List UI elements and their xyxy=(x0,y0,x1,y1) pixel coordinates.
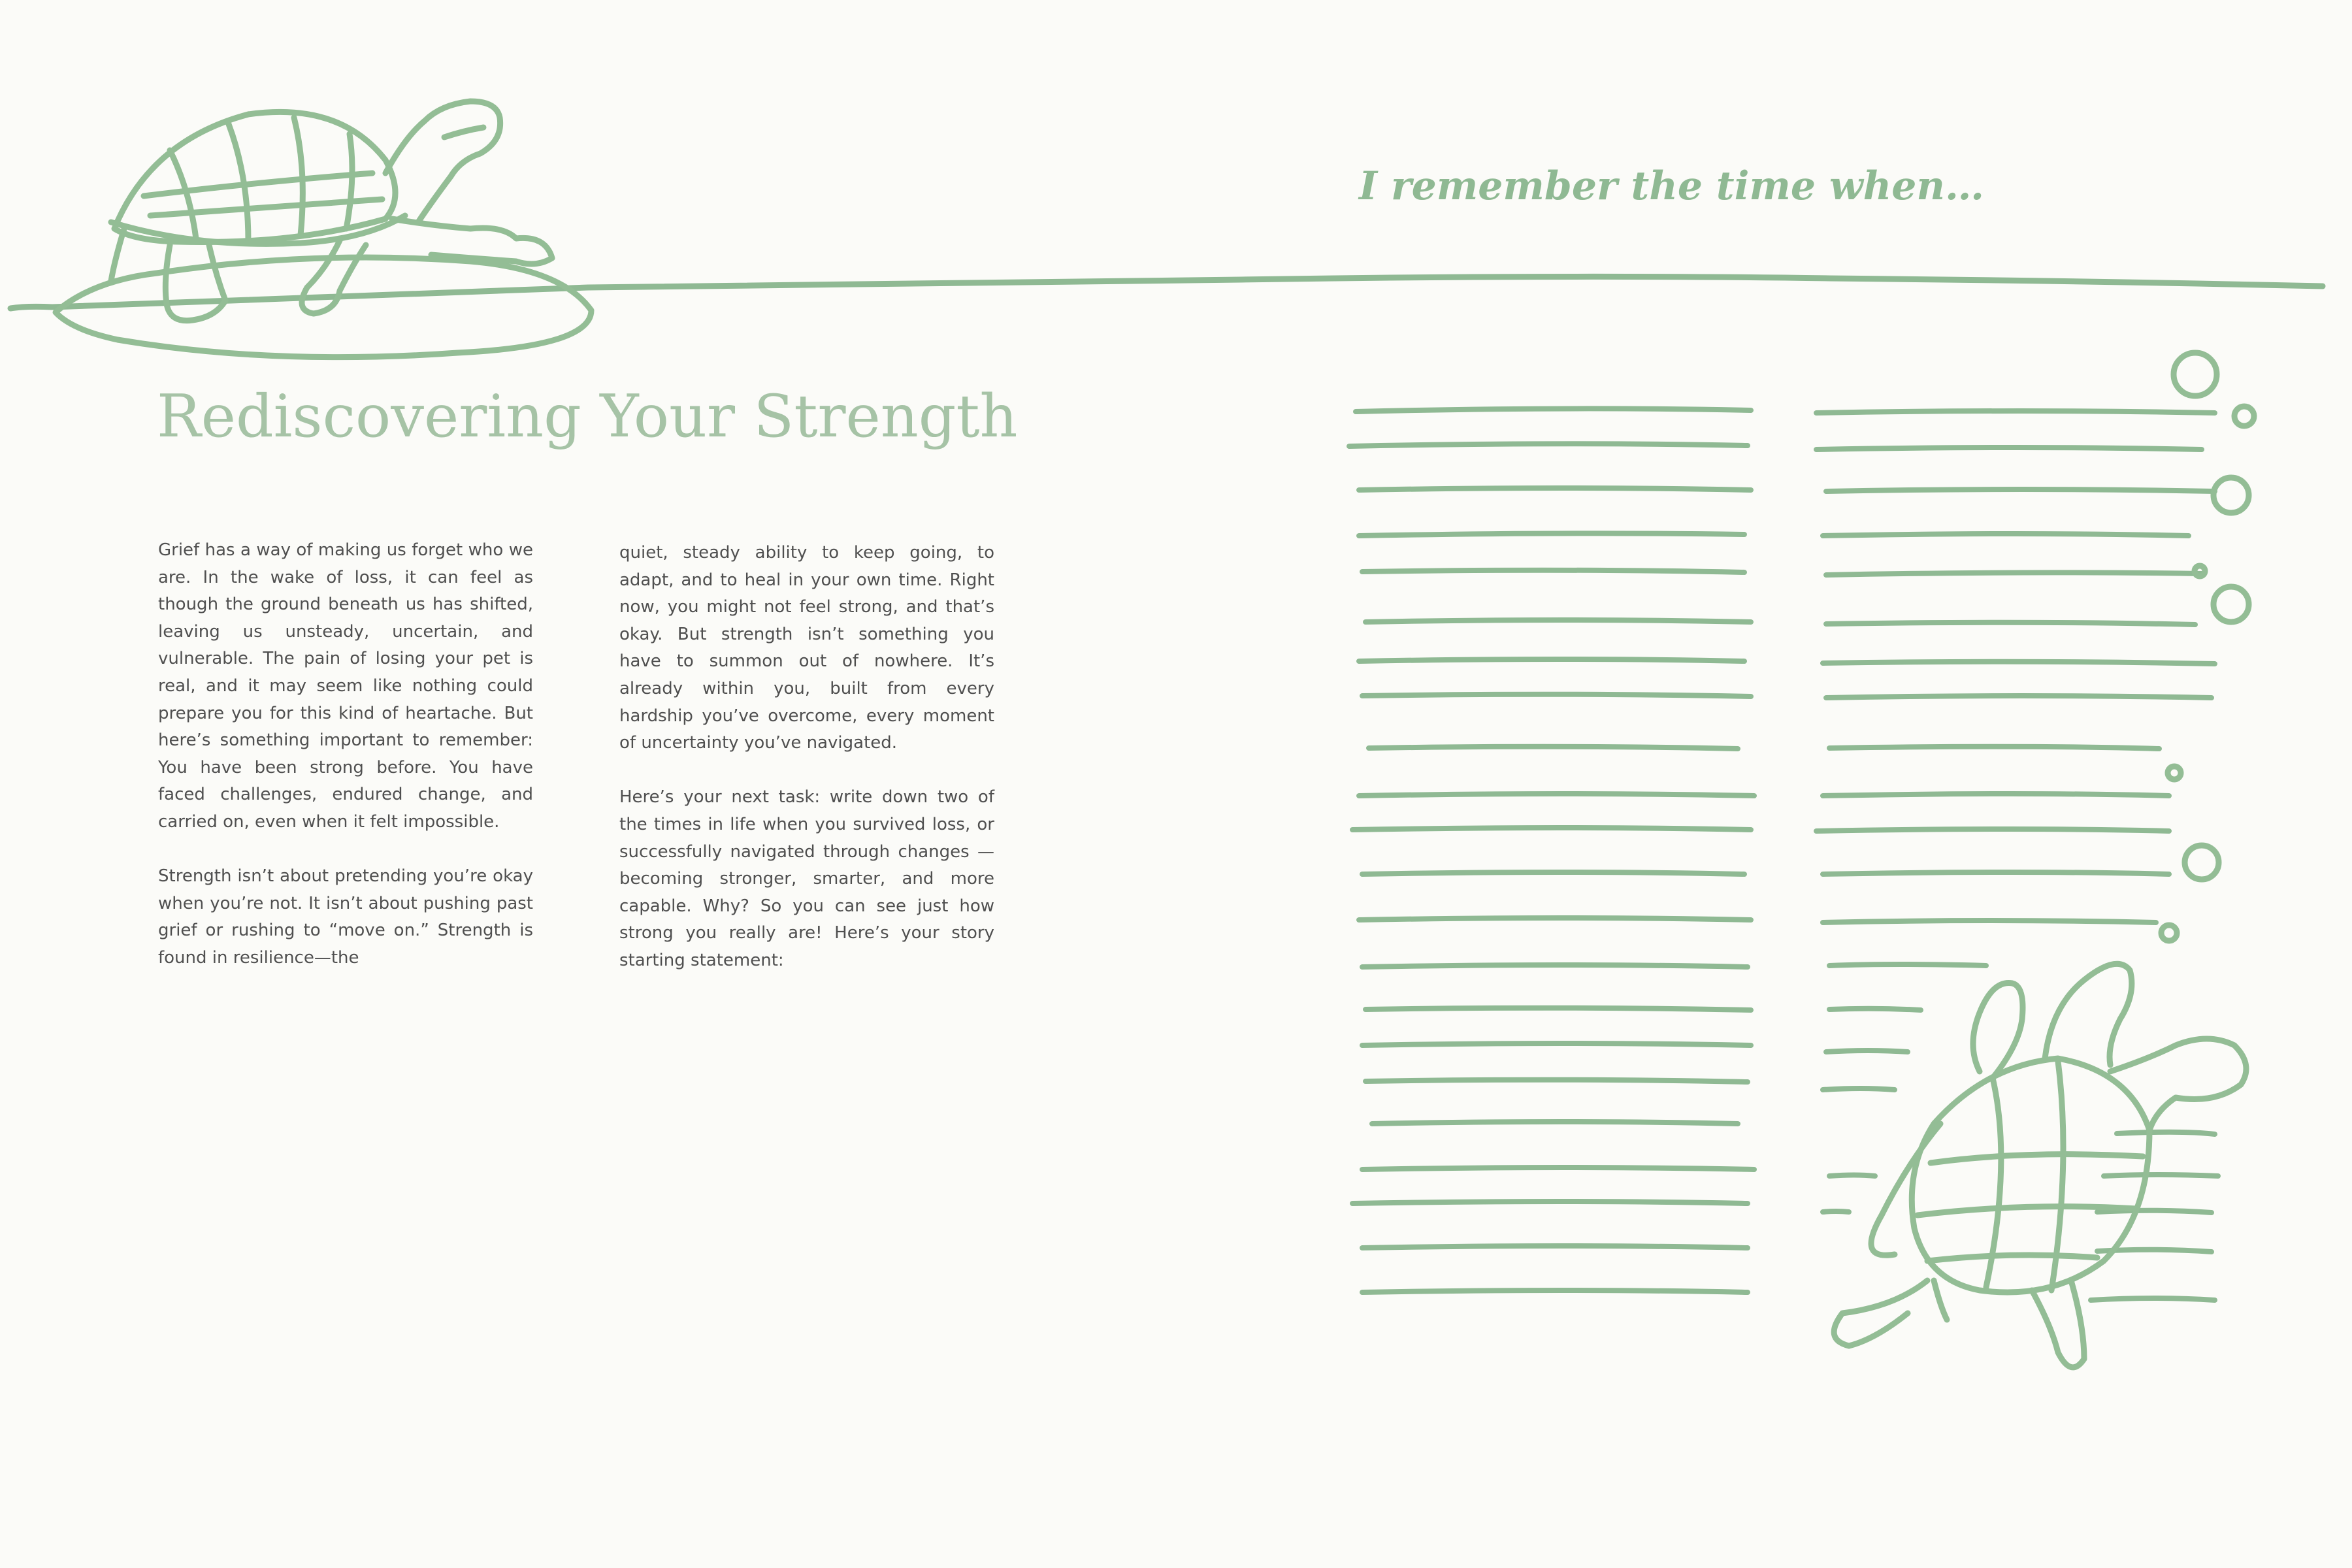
paragraph: Grief has a way of making us forget who we are. In the wake of loss, it can feel as though the ground beneath us has shifted, leaving us unsteady, uncertain, and vulnerable. The pain of losing your pet is real, and it may seem like nothing could prepare you for this kind of heartache. But here’s something important to remember: You have been strong before. You have faced challenges, endured change, and carried on, even when it felt impossible. xyxy=(158,540,533,832)
horizon-line xyxy=(10,276,2323,308)
bubbles-icon xyxy=(2161,353,2254,941)
paragraph: Strength isn’t about pretending you’re okay when you’re not. It isn’t about pushing past grief or rushing to “move on.” Strength is found in resilience—the xyxy=(158,866,533,968)
swimming-turtle-icon xyxy=(1834,964,2246,1367)
paragraph: Here’s your next task: write down two of the times in life when you survived loss, or successfully navigated through changes — becoming stronger, smarter, and more capable. Why? So you can see just how strong you really are! Here’s your story starting statement: xyxy=(619,787,994,970)
journal-prompt: I remember the time when… xyxy=(1359,163,1985,209)
page-title: Rediscovering Your Strength xyxy=(157,382,1018,451)
writing-lines-left xyxy=(1349,408,1754,1292)
turtle-on-rock-icon xyxy=(56,101,591,357)
body-column-left xyxy=(158,537,533,972)
paragraph: quiet, steady ability to keep going, to adapt, and to heal in your own time. Right now, you might not feel strong, and that’s okay. But strength isn’t something you have to summon out of nowhere. It’s already within you, built from every hardship you’ve overcome, every moment of uncertainty you’ve navigated. xyxy=(619,543,994,753)
body-column-right xyxy=(619,540,994,975)
writing-lines-right xyxy=(1816,411,2218,1300)
